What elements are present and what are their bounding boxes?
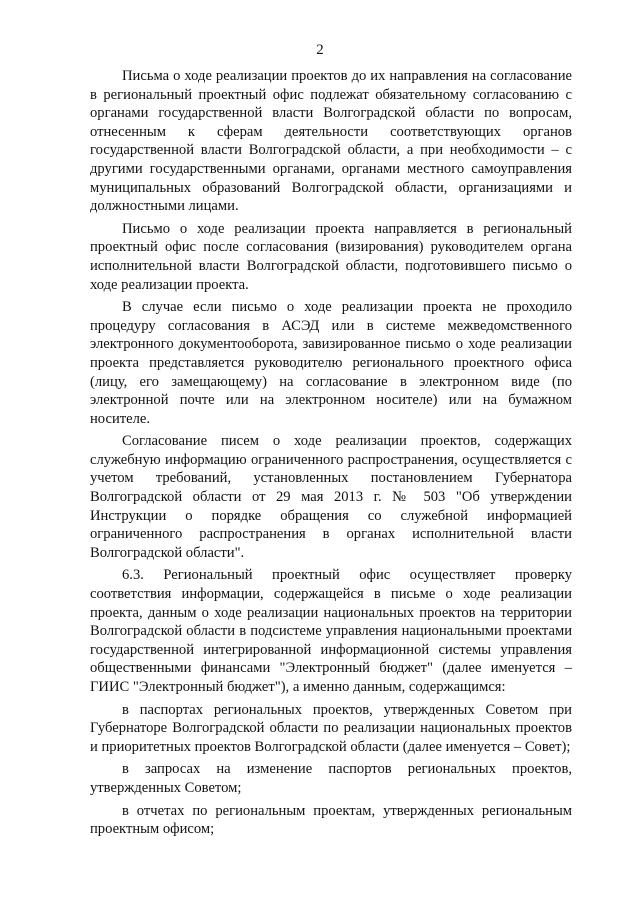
paragraph-section-6-3: 6.3. Региональный проектный офис осуществляет проверку соответствия информации, содержащейся в письме о ходе реализации проекта, данным о ходе реализации национальных проектов на территории Волгоградской области в подсистеме управления национальными проектами государственной интегрированной информационной системы управления общественными финансами "Электронный бюджет" (далее именуется – ГИИС "Электронный бюджет"), а именно данным, содержащимся: [90, 567, 572, 695]
document-body [90, 67, 572, 843]
paragraph-ased-procedure: В случае если письмо о ходе реализации проекта не проходило процедуру согласования в АСЭД или в системе межведомственного электронного документооборота, завизированное письмо о ходе реализации проекта представляется руководителю регионального проектного офиса (лицу, его замещающему) на согласование в электронном виде (по электронной почте или на электронном носителе) или на бумажном носителе. [90, 299, 572, 427]
paragraph-letter-submission: Письмо о ходе реализации проекта направляется в региональный проектный офис после согласования (визирования) руководителем органа исполнительной власти Волгоградской области, подготовившего письмо о ходе реализации проекта. [90, 220, 572, 293]
page-number: 2 [316, 42, 324, 58]
list-item-project-passports: в паспортах региональных проектов, утвержденных Советом при Губернаторе Волгоградской области по реализации национальных проектов и приоритетных проектов Волгоградской области (далее именуется – Совет); [90, 701, 572, 755]
paragraph-approval-requirement: Письма о ходе реализации проектов до их направления на согласование в региональный проектный офис подлежат обязательному согласованию с органами государственной власти Волгоградской области по вопросам, отнесенным к сферам деятельности соответствующих органов государственной власти Волгоградской области, а при необходимости – с другими государственными органами, органами местного самоуправления муниципальных образований Волгоградской области, организациями и должностными лицами. [90, 68, 572, 215]
paragraph-restricted-information: Согласование писем о ходе реализации проектов, содержащих служебную информацию ограниченного распространения, осуществляется с учетом требований, установленных постановлением Губернатора Волгоградской области от 29 мая 2013 г. № 503 "Об утверждении Инструкции о порядке обращения со служебной информацией ограниченного распространения в органах исполнительной власти Волгоградской области". [90, 433, 572, 561]
list-item-change-requests: в запросах на изменение паспортов региональных проектов, утвержденных Советом; [90, 761, 572, 796]
list-item-project-reports: в отчетах по региональным проектам, утвержденных региональным проектным офисом; [90, 802, 572, 838]
